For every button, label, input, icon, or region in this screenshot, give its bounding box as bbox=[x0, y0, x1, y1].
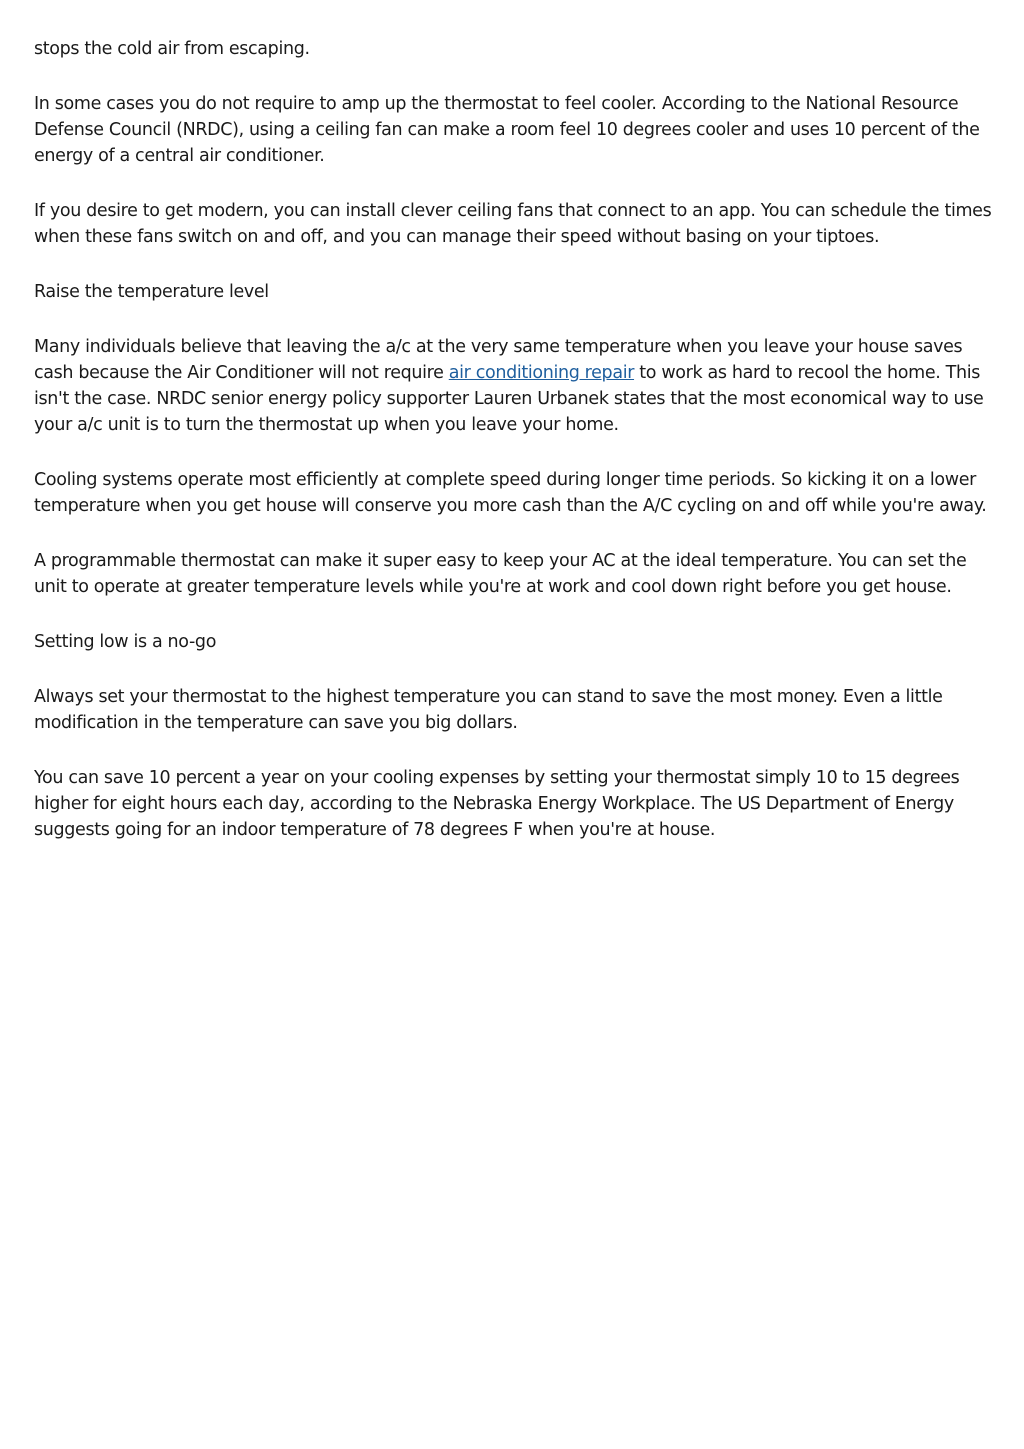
paragraph-highest-temperature: Always set your thermostat to the highest temperature you can stand to save the most money. Even a little modification in the temperature can save you big dollars. bbox=[34, 687, 943, 733]
paragraph-smart-fans: If you desire to get modern, you can install clever ceiling fans that connect to an app. You can schedule the times when these fans switch on and off, and you can manage their speed without basing on your tiptoes. bbox=[34, 201, 992, 247]
section-heading-setting-low: Setting low is a no-go bbox=[34, 632, 217, 652]
air-conditioning-repair-link[interactable]: air conditioning repair bbox=[448, 363, 635, 383]
section-heading-raise-temperature: Raise the temperature level bbox=[34, 282, 269, 302]
document-body bbox=[34, 36, 994, 872]
paragraph-continuation: stops the cold air from escaping. bbox=[34, 39, 310, 59]
paragraph-cooling-efficiency: Cooling systems operate most efficiently at complete speed during longer time periods. So kicking it on a lower temperature when you get house will conserve you more cash than the A/C cycling on and off while you're away. bbox=[34, 470, 987, 516]
paragraph-leaving-ac bbox=[34, 334, 994, 438]
paragraph-text-before-link: Many individuals believe that leaving the a/c at the very same temperature when you leave your house saves cash because the Air Conditioner will not require bbox=[34, 337, 963, 383]
paragraph-ceiling-fan: In some cases you do not require to amp up the thermostat to feel cooler. According to the National Resource Defense Council (NRDC), using a ceiling fan can make a room feel 10 degrees cooler and uses 10 percent of the energy of a central air conditioner. bbox=[34, 94, 980, 166]
paragraph-text-after-link: to work as hard to recool the home. This isn't the case. NRDC senior energy policy supporter Lauren Urbanek states that the most economical way to use your a/c unit is to turn the thermostat up when you leave your home. bbox=[34, 363, 984, 435]
paragraph-programmable-thermostat: A programmable thermostat can make it super easy to keep your AC at the ideal temperature. You can set the unit to operate at greater temperature levels while you're at work and cool down right before you get house. bbox=[34, 551, 967, 597]
paragraph-save-percent: You can save 10 percent a year on your cooling expenses by setting your thermostat simply 10 to 15 degrees higher for eight hours each day, according to the Nebraska Energy Workplace. The US Department of Energy suggests going for an indoor temperature of 78 degrees F when you're at house. bbox=[34, 768, 960, 840]
